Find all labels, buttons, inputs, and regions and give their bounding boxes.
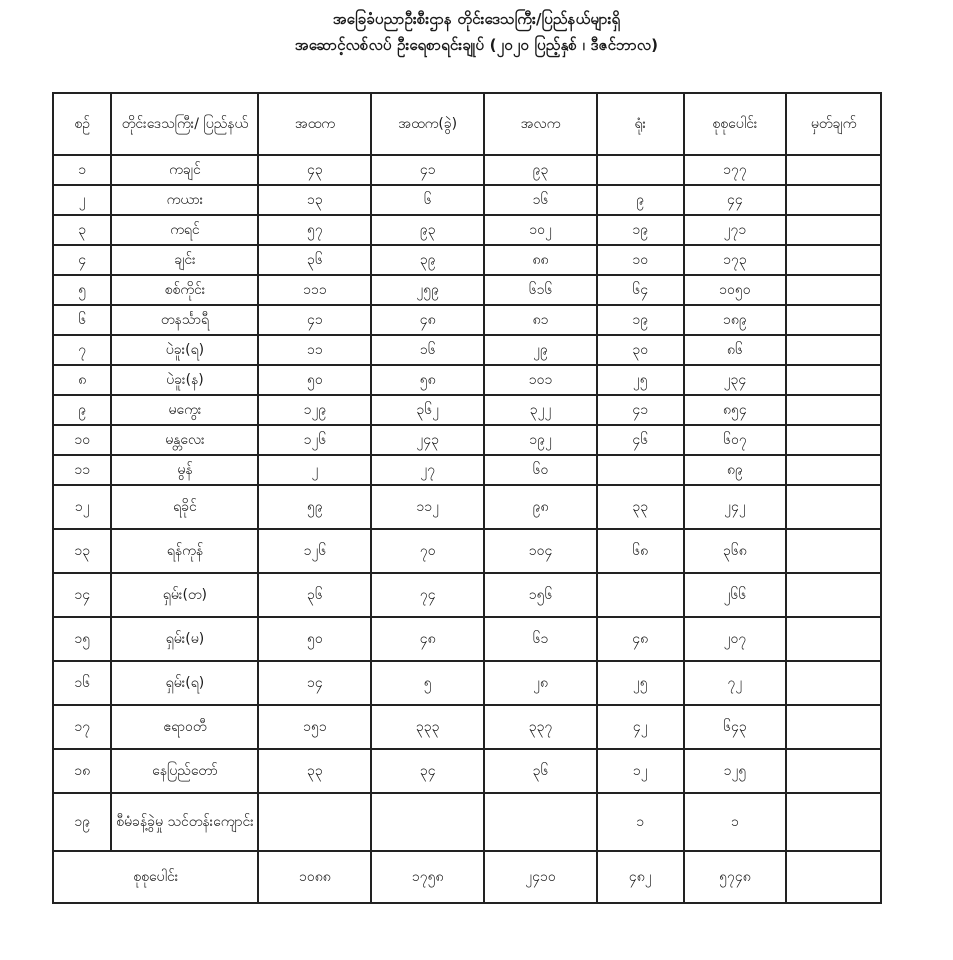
cell-remark (786, 245, 881, 275)
total-row (53, 851, 881, 903)
cell-no: ၃ (53, 215, 111, 245)
cell-high-branch: ၂၅၉ (371, 275, 484, 305)
cell-high: ၁၅၁ (258, 705, 371, 749)
cell-region: တနင်္သာရီ (111, 305, 258, 335)
cell-remark (786, 705, 881, 749)
total-high: ၁၀၈၈ (258, 851, 371, 903)
header-row (53, 93, 881, 155)
cell-no: ၁၁ (53, 455, 111, 485)
cell-remark (786, 275, 881, 305)
cell-high-branch: ၄၈ (371, 617, 484, 661)
cell-no: ၅ (53, 275, 111, 305)
table-row (53, 305, 881, 335)
table-row (53, 749, 881, 793)
cell-high-branch: ၄၈ (371, 305, 484, 335)
header-remark: မှတ်ချက် (786, 93, 881, 155)
cell-middle: ၁၀၄ (484, 529, 597, 573)
cell-middle: ၂၈ (484, 661, 597, 705)
cell-remark (786, 455, 881, 485)
cell-middle: ၁၉၂ (484, 425, 597, 455)
vacancy-summary-table (52, 92, 882, 904)
title-line-2: အဆောင့်လစ်လပ် ဦးရေစာရင်းချုပ် (၂၀၂၀ ပြည့်နှစ် ၊ ဒီဇင်ဘာလ) (294, 36, 659, 54)
cell-high: ၃၃ (258, 749, 371, 793)
table-footer (53, 851, 881, 903)
cell-middle: ၁၀၂ (484, 215, 597, 245)
cell-region: ဧရာဝတီ (111, 705, 258, 749)
cell-primary: ၆၈ (597, 529, 684, 573)
cell-no: ၂ (53, 185, 111, 215)
cell-region: ရှမ်း(ရ) (111, 661, 258, 705)
table-row (53, 661, 881, 705)
cell-middle: ၁၅၆ (484, 573, 597, 617)
cell-primary: ၄၁ (597, 395, 684, 425)
cell-region: မန္တလေး (111, 425, 258, 455)
cell-middle: ၁၀၁ (484, 365, 597, 395)
cell-primary: ၆၄ (597, 275, 684, 305)
cell-middle: ၉၃ (484, 155, 597, 185)
cell-remark (786, 425, 881, 455)
cell-no: ၁၂ (53, 485, 111, 529)
cell-primary (597, 573, 684, 617)
cell-remark (786, 617, 881, 661)
cell-high-branch: ၁၆ (371, 335, 484, 365)
cell-remark (786, 215, 881, 245)
table-row (53, 455, 881, 485)
cell-no: ၁၀ (53, 425, 111, 455)
cell-total: ၁ (684, 793, 787, 851)
cell-total: ၂၃၄ (684, 365, 787, 395)
cell-total: ၂၆၆ (684, 573, 787, 617)
cell-remark (786, 185, 881, 215)
cell-region: ပဲခူး(န) (111, 365, 258, 395)
cell-remark (786, 305, 881, 335)
cell-high: ၅၀ (258, 365, 371, 395)
table-row (53, 215, 881, 245)
cell-remark (786, 573, 881, 617)
cell-region: ရခိုင် (111, 485, 258, 529)
cell-region: ရှမ်း(တ) (111, 573, 258, 617)
table-row (53, 573, 881, 617)
cell-total: ၈၅၄ (684, 395, 787, 425)
cell-total: ၁၂၅ (684, 749, 787, 793)
cell-region: စီမံခန့်ခွဲမှု သင်တန်းကျောင်း (111, 793, 258, 851)
cell-high: ၄၃ (258, 155, 371, 185)
cell-middle: ၉၈ (484, 485, 597, 529)
header-high: အထက (258, 93, 371, 155)
cell-region: ချင်း (111, 245, 258, 275)
cell-middle: ၆၀ (484, 455, 597, 485)
total-label: စုစုပေါင်း (53, 851, 258, 903)
cell-remark (786, 485, 881, 529)
cell-remark (786, 793, 881, 851)
cell-middle: ၆၁ (484, 617, 597, 661)
cell-remark (786, 155, 881, 185)
cell-high: ၅၇ (258, 215, 371, 245)
cell-high-branch: ၂၇ (371, 455, 484, 485)
cell-high-branch: ၃၆၂ (371, 395, 484, 425)
cell-primary: ၃၀ (597, 335, 684, 365)
cell-high: ၁၄ (258, 661, 371, 705)
cell-region: ကရင် (111, 215, 258, 245)
cell-no: ၁ (53, 155, 111, 185)
cell-high-branch: ၄၁ (371, 155, 484, 185)
cell-high-branch: ၃၄ (371, 749, 484, 793)
cell-primary: ၁၂ (597, 749, 684, 793)
table-row (53, 185, 881, 215)
cell-no: ၆ (53, 305, 111, 335)
cell-total: ၂၀၇ (684, 617, 787, 661)
cell-no: ၈ (53, 365, 111, 395)
cell-high-branch: ၃၃၃ (371, 705, 484, 749)
cell-primary: ၄၆ (597, 425, 684, 455)
cell-region: စစ်ကိုင်း (111, 275, 258, 305)
cell-region: ပဲခူး(ရ) (111, 335, 258, 365)
cell-no: ၇ (53, 335, 111, 365)
table-row (53, 395, 881, 425)
table-row (53, 793, 881, 851)
cell-total: ၂၄၂ (684, 485, 787, 529)
cell-total: ၁၇၇ (684, 155, 787, 185)
cell-total: ၇၂ (684, 661, 787, 705)
cell-primary: ၂၅ (597, 365, 684, 395)
cell-high-branch: ၅ (371, 661, 484, 705)
cell-middle: ၆၁၆ (484, 275, 597, 305)
cell-middle: ၃၆ (484, 749, 597, 793)
header-total: စုစုပေါင်း (684, 93, 787, 155)
header-middle: အလက (484, 93, 597, 155)
cell-no: ၁၃ (53, 529, 111, 573)
cell-region: နေပြည်တော် (111, 749, 258, 793)
cell-remark (786, 749, 881, 793)
cell-high-branch: ၅၈ (371, 365, 484, 395)
header-primary: ရုံး (597, 93, 684, 155)
cell-high-branch: ၁၁၂ (371, 485, 484, 529)
cell-total: ၃၆၈ (684, 529, 787, 573)
cell-middle: ၃၃၇ (484, 705, 597, 749)
cell-high: ၅၀ (258, 617, 371, 661)
table-body (53, 155, 881, 851)
table-row (53, 335, 881, 365)
cell-high: ၄၁ (258, 305, 371, 335)
cell-primary: ၁ (597, 793, 684, 851)
cell-no: ၁၉ (53, 793, 111, 851)
cell-primary: ၂၅ (597, 661, 684, 705)
table-header (53, 93, 881, 155)
table-row (53, 617, 881, 661)
table-row (53, 275, 881, 305)
cell-remark (786, 529, 881, 573)
cell-no: ၄ (53, 245, 111, 275)
cell-total: ၈၉ (684, 455, 787, 485)
cell-total: ၁၇၃ (684, 245, 787, 275)
cell-no: ၉ (53, 395, 111, 425)
cell-high-branch: ၇၄ (371, 573, 484, 617)
cell-total: ၆၀၇ (684, 425, 787, 455)
cell-total: ၄၄ (684, 185, 787, 215)
cell-high-branch: ၆ (371, 185, 484, 215)
total-remark (786, 851, 881, 903)
cell-total: ၈၆ (684, 335, 787, 365)
cell-no: ၁၆ (53, 661, 111, 705)
cell-remark (786, 661, 881, 705)
cell-total: ၁၀၅၀ (684, 275, 787, 305)
table-row (53, 705, 881, 749)
cell-middle: ၃၂၂ (484, 395, 597, 425)
total-middle: ၂၄၁၀ (484, 851, 597, 903)
header-region: တိုင်းဒေသကြီး/ ပြည်နယ် (111, 93, 258, 155)
cell-high-branch: ၂၄၃ (371, 425, 484, 455)
total-total: ၅၇၄၈ (684, 851, 787, 903)
cell-middle: ၁၆ (484, 185, 597, 215)
cell-primary: ၁၉ (597, 305, 684, 335)
cell-high: ၁၃ (258, 185, 371, 215)
cell-no: ၁၄ (53, 573, 111, 617)
table-row (53, 425, 881, 455)
cell-high: ၁၁ (258, 335, 371, 365)
cell-primary: ၄၂ (597, 705, 684, 749)
table-row (53, 485, 881, 529)
cell-no: ၁၅ (53, 617, 111, 661)
cell-high: ၁၁၁ (258, 275, 371, 305)
cell-high-branch: ၃၉ (371, 245, 484, 275)
header-high-branch: အထက(ခွဲ) (371, 93, 484, 155)
table-row (53, 365, 881, 395)
cell-middle: ၂၉ (484, 335, 597, 365)
cell-no: ၁၈ (53, 749, 111, 793)
cell-high: ၃၆ (258, 245, 371, 275)
cell-total: ၁၈၉ (684, 305, 787, 335)
document-header (0, 6, 953, 58)
table-row (53, 245, 881, 275)
cell-primary: ၃၃ (597, 485, 684, 529)
cell-primary (597, 155, 684, 185)
cell-high (258, 793, 371, 851)
cell-total: ၂၇၁ (684, 215, 787, 245)
cell-region: ရှမ်း(မ) (111, 617, 258, 661)
cell-high-branch: ၉၃ (371, 215, 484, 245)
cell-remark (786, 365, 881, 395)
header-no: စဉ် (53, 93, 111, 155)
cell-high: ၁၂၆ (258, 425, 371, 455)
cell-region: ကချင် (111, 155, 258, 185)
cell-high: ၂ (258, 455, 371, 485)
cell-region: ရန်ကုန် (111, 529, 258, 573)
cell-high-branch: ၇၀ (371, 529, 484, 573)
total-high-branch: ၁၇၅၈ (371, 851, 484, 903)
cell-remark (786, 335, 881, 365)
cell-no: ၁၇ (53, 705, 111, 749)
cell-high: ၃၆ (258, 573, 371, 617)
cell-primary: ၁၀ (597, 245, 684, 275)
cell-region: မွန် (111, 455, 258, 485)
title-line-1: အခြေခံပညာဦးစီးဌာန တိုင်းဒေသကြီး/ပြည်နယ်များရှိ (332, 10, 621, 28)
table-row (53, 155, 881, 185)
cell-region: ကယား (111, 185, 258, 215)
cell-high-branch (371, 793, 484, 851)
cell-remark (786, 395, 881, 425)
cell-middle: ၈၈ (484, 245, 597, 275)
cell-middle (484, 793, 597, 851)
cell-primary (597, 455, 684, 485)
cell-total: ၆၄၃ (684, 705, 787, 749)
table-row (53, 529, 881, 573)
cell-high: ၁၂၆ (258, 529, 371, 573)
total-primary: ၄၈၂ (597, 851, 684, 903)
cell-middle: ၈၁ (484, 305, 597, 335)
cell-high: ၁၂၉ (258, 395, 371, 425)
cell-primary: ၉ (597, 185, 684, 215)
cell-primary: ၁၉ (597, 215, 684, 245)
cell-high: ၅၉ (258, 485, 371, 529)
cell-region: မကွေး (111, 395, 258, 425)
cell-primary: ၄၈ (597, 617, 684, 661)
